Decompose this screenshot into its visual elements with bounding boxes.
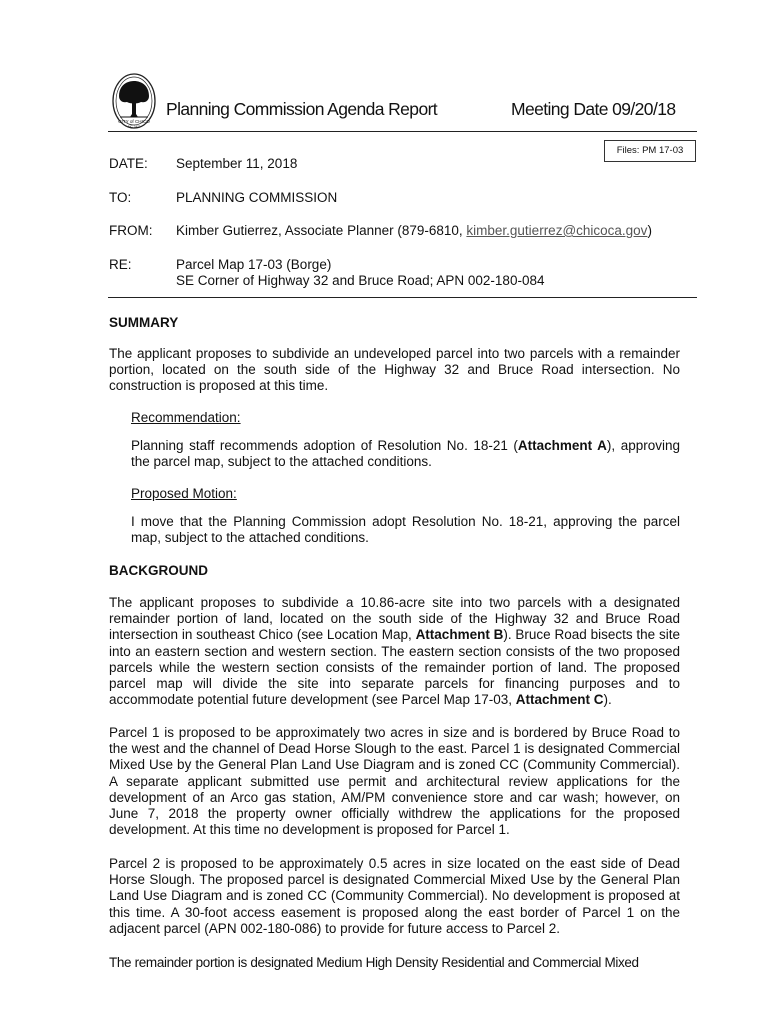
date-value: September 11, 2018 <box>176 156 298 171</box>
seal-text: CITY of CHICO <box>118 119 150 124</box>
city-seal-logo-icon <box>111 72 157 130</box>
motion-heading: Proposed Motion: <box>131 486 237 501</box>
to-label: TO: <box>109 190 132 205</box>
from-suffix: ) <box>647 223 652 238</box>
summary-heading: SUMMARY <box>109 315 179 330</box>
memo-divider <box>108 297 697 298</box>
date-label: DATE: <box>109 156 148 171</box>
background-paragraph-4: The remainder portion is designated Medium High Density Residential and Commercial Mixed <box>109 955 639 970</box>
meeting-date: Meeting Date 09/20/18 <box>511 99 676 119</box>
email-link[interactable]: kimber.gutierrez@chicoca.gov <box>466 223 648 238</box>
from-name: Kimber Gutierrez, Associate Planner (879-6810, <box>176 223 467 238</box>
header-divider <box>108 131 697 132</box>
background-paragraph-2: Parcel 1 is proposed to be approximately two acres in size and is bordered by Bruce Road to the west and the channel of Dead Horse Slough to the east. Parcel 1 is designated Commercial Mixed Use by the General Plan Land Use Diagram and is zoned CC (Community Commercial). A separate applicant submitted use permit and architectural review applications for the development of an Arco gas station, AM/PM convenience store and car wash; however, on June 7, 2018 the property owner officially withdrew the applications for the proposed development. At this time no development is proposed for Parcel 1. <box>109 725 680 838</box>
motion-paragraph: I move that the Planning Commission adopt Resolution No. 18-21, approving the parcel map, subject to the attached conditions. <box>131 514 680 546</box>
seal-subtext: INC. 1872 <box>127 124 141 129</box>
to-value: PLANNING COMMISSION <box>176 190 338 205</box>
from-label: FROM: <box>109 223 153 238</box>
re-line-1: Parcel Map 17-03 (Borge) <box>176 257 332 272</box>
re-line-2: SE Corner of Highway 32 and Bruce Road; APN 002-180-084 <box>176 273 545 288</box>
report-title: Planning Commission Agenda Report <box>166 99 438 119</box>
files-box: Files: PM 17-03 <box>604 140 696 162</box>
background-paragraph-3: Parcel 2 is proposed to be approximately 0.5 acres in size located on the east side of Dead Horse Slough. The proposed parcel is designated Commercial Mixed Use by the General Plan Land Use Diagram and is zoned CC (Community Commercial). No development is proposed at this time. A 30-foot access easement is proposed along the east border of Parcel 1 on the adjacent parcel (APN 002-180-086) to provide for future access to Parcel 2. <box>109 856 680 936</box>
summary-paragraph: The applicant proposes to subdivide an undeveloped parcel into two parcels with a remainder portion, located on the south side of the Highway 32 and Bruce Road intersection. No construction is proposed at this time. <box>109 346 680 394</box>
from-value <box>176 223 652 238</box>
background-paragraph-1: The applicant proposes to subdivide a 10.86-acre site into two parcels with a designated remainder portion of land, located on the south side of the Highway 32 and Bruce Road intersection in southeast Chico (see Location Map, Attachment B). Bruce Road bisects the site into an eastern section and western section. The eastern section consists of the two proposed parcels while the western section consists of the remainder portion of land. The proposed parcel map will divide the site into separate parcels for financing purposes and to accommodate potential future development (see Parcel Map 17-03, Attachment C). <box>109 595 680 708</box>
recommendation-heading: Recommendation: <box>131 410 241 425</box>
re-label: RE: <box>109 257 132 272</box>
recommendation-paragraph: Planning staff recommends adoption of Resolution No. 18-21 (Attachment A), approving the parcel map, subject to the attached conditions. <box>131 438 680 470</box>
background-heading: BACKGROUND <box>109 563 208 578</box>
